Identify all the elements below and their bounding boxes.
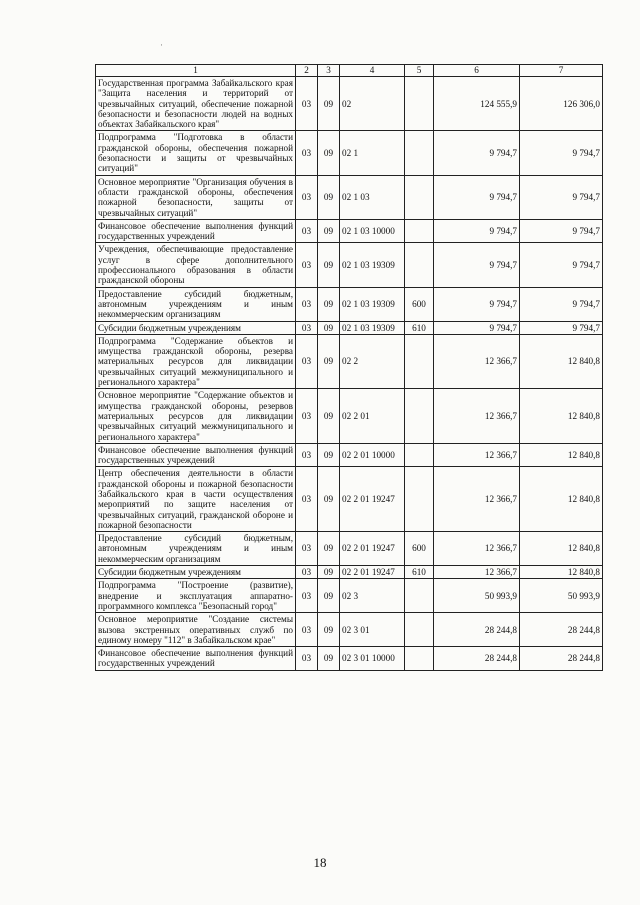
row-target-article: 02 1 03 19309 — [340, 287, 405, 321]
row-amount-year-1: 9 794,7 — [434, 287, 520, 321]
row-amount-year-1: 12 366,7 — [434, 467, 520, 532]
table-row — [96, 579, 603, 613]
row-amount-year-1: 12 366,7 — [434, 532, 520, 566]
row-subsection: 09 — [318, 334, 340, 388]
table-header-row — [96, 65, 603, 77]
row-target-article: 02 3 — [340, 579, 405, 613]
row-name: Основное мероприятие "Организация обучения в области гражданской обороны, обеспечения пожарной безопасности, защиты от чрезвычайных ситуаций" — [96, 175, 296, 219]
row-section: 03 — [296, 443, 318, 467]
table-row — [96, 443, 603, 467]
row-amount-year-1: 9 794,7 — [434, 131, 520, 175]
row-target-article: 02 — [340, 77, 405, 131]
row-amount-year-1: 9 794,7 — [434, 243, 520, 287]
row-target-article: 02 2 01 19247 — [340, 566, 405, 579]
table-row — [96, 219, 603, 243]
row-amount-year-2: 12 840,8 — [520, 467, 603, 532]
row-name: Подпрограмма "Построение (развитие), внедрение и эксплуатация аппаратно-программного комплекса "Безопасный город" — [96, 579, 296, 613]
row-expense-type: 600 — [405, 287, 434, 321]
row-name: Предоставление субсидий бюджетным, автономным учреждениям и иным некоммерческим организациям — [96, 532, 296, 566]
row-name: Основное мероприятие "Содержание объектов и имущества гражданской обороны, резервов материальных ресурсов для ликвидации чрезвычайных ситуаций межмуниципального и регионального характера" — [96, 389, 296, 443]
row-subsection: 09 — [318, 389, 340, 443]
column-header-amount-year-2: 7 — [520, 65, 603, 77]
row-expense-type — [405, 647, 434, 671]
table-row — [96, 287, 603, 321]
row-expense-type: 610 — [405, 566, 434, 579]
row-amount-year-2: 12 840,8 — [520, 443, 603, 467]
row-target-article: 02 3 01 — [340, 613, 405, 647]
row-target-article: 02 1 03 10000 — [340, 219, 405, 243]
row-expense-type — [405, 219, 434, 243]
row-target-article: 02 1 03 — [340, 175, 405, 219]
table-row — [96, 243, 603, 287]
row-name: Учреждения, обеспечивающие предоставление услуг в сфере дополнительного профессионального образования в области гражданской обороны — [96, 243, 296, 287]
row-target-article: 02 2 01 10000 — [340, 443, 405, 467]
row-section: 03 — [296, 219, 318, 243]
row-target-article: 02 2 01 19247 — [340, 532, 405, 566]
row-amount-year-2: 9 794,7 — [520, 175, 603, 219]
row-subsection: 09 — [318, 131, 340, 175]
row-subsection: 09 — [318, 647, 340, 671]
row-subsection: 09 — [318, 579, 340, 613]
row-amount-year-2: 9 794,7 — [520, 131, 603, 175]
column-header-section: 2 — [296, 65, 318, 77]
page-number: 18 — [313, 855, 327, 870]
row-amount-year-2: 50 993,9 — [520, 579, 603, 613]
row-expense-type — [405, 77, 434, 131]
row-section: 03 — [296, 131, 318, 175]
row-section: 03 — [296, 175, 318, 219]
row-expense-type: 600 — [405, 532, 434, 566]
row-name: Подпрограмма "Содержание объектов и имущества гражданской обороны, резерва материальных ресурсов для ликвидации чрезвычайных ситуаций межмуниципального и регионального характера" — [96, 334, 296, 388]
table-row — [96, 175, 603, 219]
row-expense-type — [405, 131, 434, 175]
table-row — [96, 131, 603, 175]
row-amount-year-1: 124 555,9 — [434, 77, 520, 131]
row-name: Финансовое обеспечение выполнения функций государственных учреждений — [96, 647, 296, 671]
row-section: 03 — [296, 389, 318, 443]
row-amount-year-2: 12 840,8 — [520, 566, 603, 579]
table-row — [96, 77, 603, 131]
row-section: 03 — [296, 532, 318, 566]
table-row — [96, 467, 603, 532]
row-amount-year-1: 28 244,8 — [434, 647, 520, 671]
row-section: 03 — [296, 321, 318, 334]
column-header-name: 1 — [96, 65, 296, 77]
row-section: 03 — [296, 613, 318, 647]
row-subsection: 09 — [318, 532, 340, 566]
row-name: Финансовое обеспечение выполнения функций государственных учреждений — [96, 443, 296, 467]
row-name: Основное мероприятие "Создание системы вызова экстренных оперативных служб по единому номеру "112" в Забайкальском крае" — [96, 613, 296, 647]
scan-speck: · — [160, 40, 163, 50]
row-target-article: 02 2 01 — [340, 389, 405, 443]
row-amount-year-2: 12 840,8 — [520, 389, 603, 443]
row-name: Государственная программа Забайкальского края "Защита населения и территорий от чрезвычайных ситуаций, обеспечение пожарной безопасности и безопасности людей на водных объектах Забайкальского края" — [96, 77, 296, 131]
row-name: Субсидии бюджетным учреждениям — [96, 566, 296, 579]
row-subsection: 09 — [318, 613, 340, 647]
row-amount-year-1: 9 794,7 — [434, 175, 520, 219]
row-section: 03 — [296, 243, 318, 287]
row-amount-year-1: 9 794,7 — [434, 219, 520, 243]
budget-table — [95, 64, 603, 671]
table-row — [96, 613, 603, 647]
table-row — [96, 532, 603, 566]
row-expense-type — [405, 243, 434, 287]
row-amount-year-2: 28 244,8 — [520, 613, 603, 647]
row-target-article: 02 1 03 19309 — [340, 243, 405, 287]
row-name: Субсидии бюджетным учреждениям — [96, 321, 296, 334]
row-amount-year-1: 12 366,7 — [434, 443, 520, 467]
row-expense-type — [405, 334, 434, 388]
row-section: 03 — [296, 334, 318, 388]
row-amount-year-2: 12 840,8 — [520, 532, 603, 566]
row-target-article: 02 3 01 10000 — [340, 647, 405, 671]
table-row — [96, 321, 603, 334]
row-expense-type — [405, 579, 434, 613]
row-amount-year-2: 9 794,7 — [520, 219, 603, 243]
row-amount-year-2: 126 306,0 — [520, 77, 603, 131]
row-target-article: 02 1 03 19309 — [340, 321, 405, 334]
row-subsection: 09 — [318, 77, 340, 131]
row-target-article: 02 1 — [340, 131, 405, 175]
row-expense-type — [405, 613, 434, 647]
row-subsection: 09 — [318, 321, 340, 334]
column-header-expense-type: 5 — [405, 65, 434, 77]
row-amount-year-2: 9 794,7 — [520, 287, 603, 321]
row-target-article: 02 2 — [340, 334, 405, 388]
row-amount-year-1: 12 366,7 — [434, 334, 520, 388]
row-section: 03 — [296, 579, 318, 613]
row-target-article: 02 2 01 19247 — [340, 467, 405, 532]
row-amount-year-1: 9 794,7 — [434, 321, 520, 334]
row-section: 03 — [296, 287, 318, 321]
row-amount-year-1: 50 993,9 — [434, 579, 520, 613]
row-amount-year-1: 12 366,7 — [434, 389, 520, 443]
row-expense-type — [405, 467, 434, 532]
table-row — [96, 566, 603, 579]
row-section: 03 — [296, 467, 318, 532]
table-row — [96, 389, 603, 443]
row-expense-type — [405, 175, 434, 219]
row-section: 03 — [296, 647, 318, 671]
row-subsection: 09 — [318, 566, 340, 579]
column-header-amount-year-1: 6 — [434, 65, 520, 77]
row-amount-year-1: 28 244,8 — [434, 613, 520, 647]
row-amount-year-2: 9 794,7 — [520, 321, 603, 334]
row-subsection: 09 — [318, 175, 340, 219]
row-subsection: 09 — [318, 287, 340, 321]
row-name: Предоставление субсидий бюджетным, автономным учреждениям и иным некоммерческим организациям — [96, 287, 296, 321]
row-subsection: 09 — [318, 219, 340, 243]
row-amount-year-2: 9 794,7 — [520, 243, 603, 287]
row-section: 03 — [296, 77, 318, 131]
row-section: 03 — [296, 566, 318, 579]
row-expense-type — [405, 443, 434, 467]
table-row — [96, 647, 603, 671]
row-name: Финансовое обеспечение выполнения функций государственных учреждений — [96, 219, 296, 243]
row-amount-year-2: 12 840,8 — [520, 334, 603, 388]
column-header-target-article: 4 — [340, 65, 405, 77]
column-header-subsection: 3 — [318, 65, 340, 77]
row-name: Подпрограмма "Подготовка в области гражданской обороны, обеспечения пожарной безопасности и защиты от чрезвычайных ситуаций" — [96, 131, 296, 175]
row-name: Центр обеспечения деятельности в области гражданской обороны и пожарной безопасности Забайкальского края в части осуществления мероприятий по защите населения от чрезвычайных ситуаций, гражданской обороне и пожарной безопасности — [96, 467, 296, 532]
row-amount-year-1: 12 366,7 — [434, 566, 520, 579]
table-row — [96, 334, 603, 388]
row-amount-year-2: 28 244,8 — [520, 647, 603, 671]
row-expense-type: 610 — [405, 321, 434, 334]
row-subsection: 09 — [318, 443, 340, 467]
row-expense-type — [405, 389, 434, 443]
row-subsection: 09 — [318, 467, 340, 532]
row-subsection: 09 — [318, 243, 340, 287]
